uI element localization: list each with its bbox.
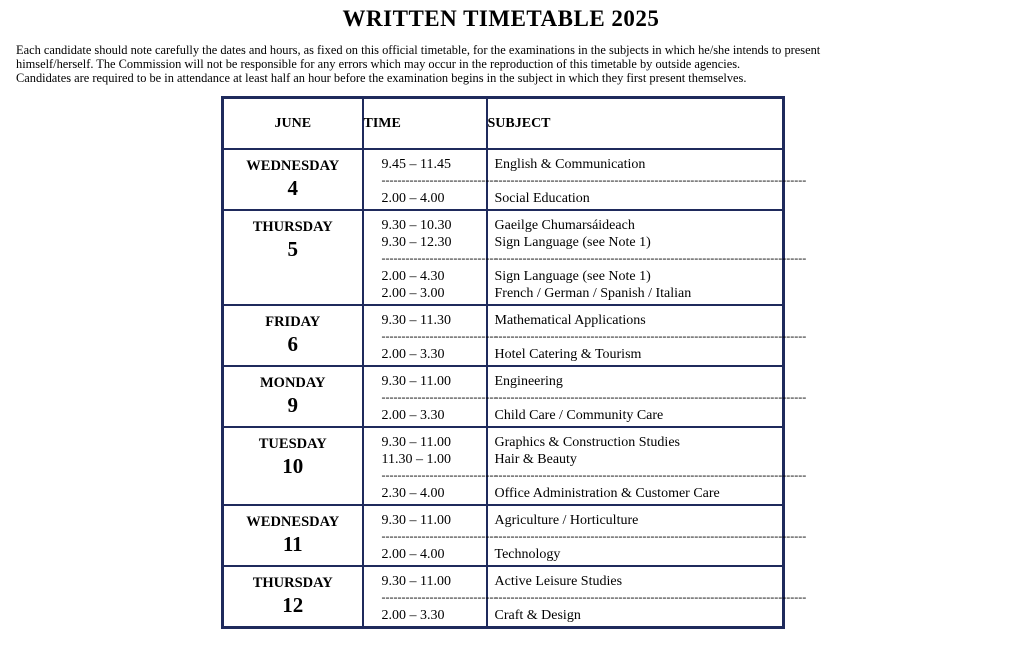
day-number: 5 bbox=[287, 237, 298, 261]
exam-time: 2.00 – 4.00 bbox=[381, 191, 445, 206]
day-number: 6 bbox=[287, 332, 298, 356]
time-cell bbox=[363, 149, 498, 210]
exam-subject: Office Administration & Customer Care bbox=[494, 486, 720, 501]
day-cell bbox=[223, 366, 363, 427]
day-name: TUESDAY bbox=[258, 436, 327, 452]
exam-subject: French / German / Spanish / Italian bbox=[494, 286, 692, 301]
session-divider: ------------------------------------------------------------------------------ bbox=[494, 390, 807, 404]
exam-time: 2.00 – 4.30 bbox=[381, 269, 445, 284]
day-number: 4 bbox=[287, 176, 298, 200]
intro-notice bbox=[16, 43, 976, 86]
day-cell bbox=[223, 149, 363, 210]
session-divider: ----------------------------- bbox=[381, 173, 498, 187]
exam-time: 2.00 – 4.00 bbox=[381, 547, 445, 562]
exam-time: 9.30 – 11.30 bbox=[381, 313, 451, 328]
day-name: WEDNESDAY bbox=[246, 158, 340, 174]
day-name: WEDNESDAY bbox=[246, 514, 340, 530]
exam-subject: Craft & Design bbox=[494, 608, 581, 623]
time-cell bbox=[363, 210, 498, 305]
exam-time: 2.00 – 3.30 bbox=[381, 408, 445, 423]
subj-cell bbox=[487, 305, 807, 366]
exam-subject: Child Care / Community Care bbox=[494, 408, 664, 423]
session-divider: ----------------------------- bbox=[381, 390, 498, 404]
timetable-body bbox=[223, 149, 807, 628]
exam-subject: Sign Language (see Note 1) bbox=[494, 235, 651, 250]
exam-time: 9.30 – 11.00 bbox=[381, 435, 451, 450]
table-row bbox=[223, 566, 784, 628]
exam-subject: English & Communication bbox=[494, 157, 646, 172]
exam-subject: Hair & Beauty bbox=[494, 452, 577, 467]
day-name: MONDAY bbox=[259, 375, 326, 391]
session-divider: ----------------------------- bbox=[381, 468, 498, 482]
day-name: THURSDAY bbox=[252, 219, 333, 235]
time-cell bbox=[363, 566, 498, 628]
exam-time: 9.30 – 10.30 bbox=[381, 218, 452, 233]
subj-cell bbox=[487, 505, 807, 566]
table-row bbox=[223, 210, 784, 305]
exam-time: 2.00 – 3.30 bbox=[381, 608, 445, 623]
time-cell bbox=[363, 505, 498, 566]
exam-subject: Gaeilge Chumarsáideach bbox=[494, 218, 635, 233]
subj-cell bbox=[487, 149, 807, 210]
time-cell bbox=[363, 305, 498, 366]
table-row bbox=[223, 505, 784, 566]
exam-time: 2.30 – 4.00 bbox=[381, 486, 445, 501]
session-divider: ------------------------------------------------------------------------------ bbox=[494, 251, 807, 265]
time-cell bbox=[363, 427, 498, 505]
session-divider: ------------------------------------------------------------------------------ bbox=[494, 329, 807, 343]
day-number: 12 bbox=[282, 593, 304, 617]
intro-line: himself/herself. The Commission will not be responsible for any errors which may occur in the reproduction of this timetable by outside agencies. bbox=[16, 57, 741, 72]
subj-cell bbox=[487, 210, 807, 305]
timetable-header-row bbox=[223, 98, 784, 150]
exam-subject: Graphics & Construction Studies bbox=[494, 435, 680, 450]
subj-cell bbox=[487, 427, 807, 505]
exam-subject: Mathematical Applications bbox=[494, 313, 646, 328]
table-row bbox=[223, 366, 784, 427]
exam-time: 11.30 – 1.00 bbox=[381, 452, 451, 467]
exam-subject: Hotel Catering & Tourism bbox=[494, 347, 642, 362]
exam-time: 9.30 – 11.00 bbox=[381, 574, 451, 589]
day-name: THURSDAY bbox=[252, 575, 333, 591]
exam-time: 2.00 – 3.30 bbox=[381, 347, 445, 362]
table-row bbox=[223, 149, 784, 210]
session-divider: ------------------------------------------------------------------------------ bbox=[494, 529, 807, 543]
exam-subject: Sign Language (see Note 1) bbox=[494, 269, 651, 284]
session-divider: ----------------------------- bbox=[381, 329, 498, 343]
day-number: 9 bbox=[287, 393, 298, 417]
exam-subject: Technology bbox=[494, 547, 561, 562]
header-june: JUNE bbox=[223, 98, 363, 150]
header-time: TIME bbox=[363, 98, 487, 150]
exam-subject: Engineering bbox=[494, 374, 563, 389]
day-number: 11 bbox=[282, 532, 303, 556]
session-divider: ----------------------------- bbox=[381, 529, 498, 543]
intro-line: Each candidate should note carefully the dates and hours, as fixed on this official timetable, for the examinations in the subjects in which he/she intends to present bbox=[16, 43, 821, 57]
exam-time: 9.30 – 11.00 bbox=[381, 374, 451, 389]
exam-time: 9.30 – 12.30 bbox=[381, 235, 452, 250]
table-row bbox=[223, 305, 784, 366]
day-number: 10 bbox=[282, 454, 304, 478]
header-subject: SUBJECT bbox=[487, 98, 784, 150]
subj-cell bbox=[487, 366, 807, 427]
session-divider: ------------------------------------------------------------------------------ bbox=[494, 590, 807, 604]
session-divider: ------------------------------------------------------------------------------ bbox=[494, 173, 807, 187]
session-divider: ----------------------------- bbox=[381, 590, 498, 604]
intro-line: Candidates are required to be in attendance at least half an hour before the examination begins in the subject in which they first present themselves. bbox=[16, 71, 747, 86]
day-name: FRIDAY bbox=[265, 314, 321, 330]
exam-time: 9.45 – 11.45 bbox=[381, 157, 451, 172]
session-divider: ----------------------------- bbox=[381, 251, 498, 265]
day-cell bbox=[223, 210, 363, 305]
day-cell bbox=[223, 505, 363, 566]
table-row bbox=[223, 427, 784, 505]
session-divider: ------------------------------------------------------------------------------ bbox=[494, 468, 807, 482]
page-title: WRITTEN TIMETABLE 2025 bbox=[342, 6, 660, 31]
exam-time: 9.30 – 11.00 bbox=[381, 513, 451, 528]
exam-subject: Social Education bbox=[494, 191, 590, 206]
exam-time: 2.00 – 3.00 bbox=[381, 286, 445, 301]
day-cell bbox=[223, 305, 363, 366]
exam-subject: Agriculture / Horticulture bbox=[494, 513, 639, 528]
time-cell bbox=[363, 366, 498, 427]
day-cell bbox=[223, 566, 363, 628]
exam-subject: Active Leisure Studies bbox=[494, 574, 623, 589]
subj-cell bbox=[487, 566, 807, 628]
day-cell bbox=[223, 427, 363, 505]
timetable bbox=[221, 96, 807, 629]
